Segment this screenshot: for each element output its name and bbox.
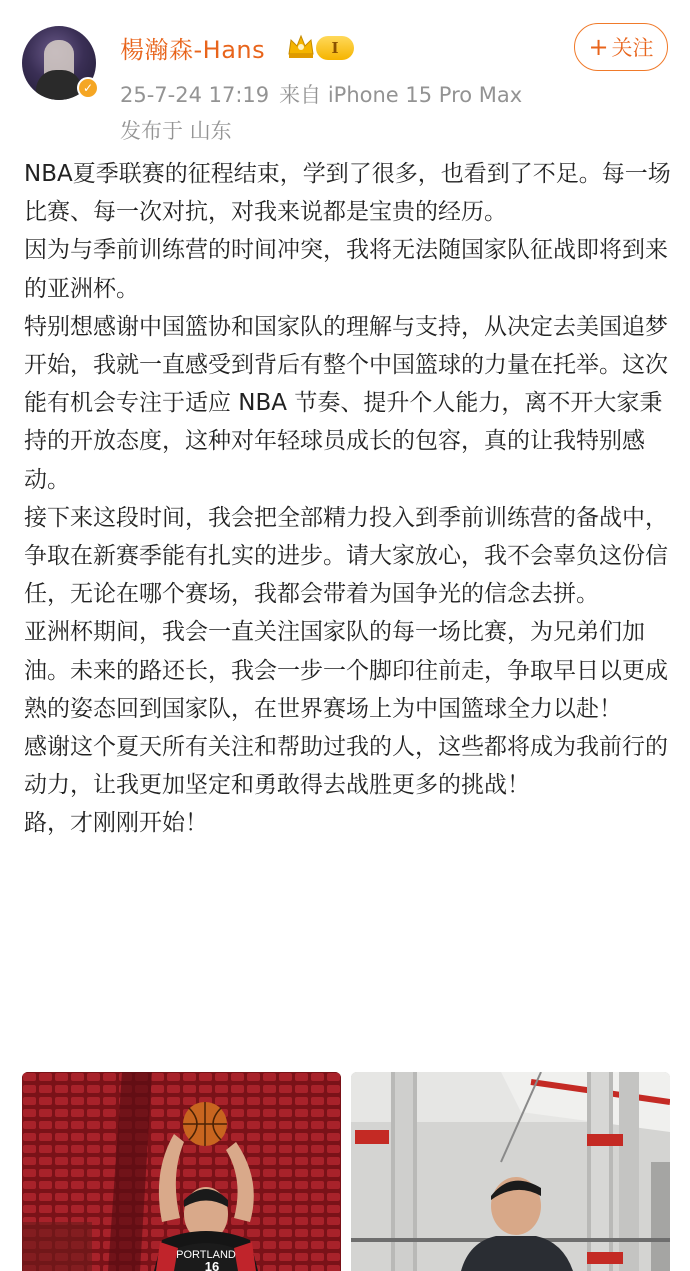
level-badge[interactable]: I — [316, 36, 354, 60]
post-text — [24, 155, 672, 843]
photo-summer-league[interactable] — [22, 1072, 341, 1271]
post-paragraph: 特别想感谢中国篮协和国家队的理解与支持，从决定去美国追梦开始，我就一直感受到背后有整个中国篮球的力量在托举。这次能有机会专注于适应 NBA 节奏、提升个人能力，离不开大家秉持的开放态度，这种对年轻球员成长的包容，真的让我特别感动。 — [24, 313, 668, 493]
photo-training[interactable] — [351, 1072, 670, 1271]
jersey-team: PORTLAND — [176, 1249, 236, 1261]
post-paragraph: 接下来这段时间，我会把全部精力投入到季前训练营的备战中，争取在新赛季能有扎实的进步。请大家放心，我不会辜负这份信任，无论在哪个赛场，我都会带着为国争光的信念去拼。 — [24, 504, 668, 608]
post-header — [0, 0, 690, 150]
plus-icon: + — [588, 33, 609, 61]
vip-crown-icon — [286, 32, 316, 60]
verified-badge-icon: ✓ — [77, 77, 99, 99]
jersey-number: 16 — [204, 1259, 220, 1271]
post-paragraph: NBA夏季联赛的征程结束，学到了很多，也看到了不足。每一场比赛、每一次对抗，对我来说都是宝贵的经历。 — [24, 161, 671, 226]
post-source: 来自 iPhone 15 Pro Max — [279, 83, 523, 107]
follow-button[interactable] — [574, 23, 668, 71]
post-paragraph: 因为与季前训练营的时间冲突，我将无法随国家队征战即将到来的亚洲杯。 — [24, 237, 668, 302]
post-meta — [120, 79, 532, 109]
post-paragraph: 感谢这个夏天所有关注和帮助过我的人，这些都将成为我前行的动力，让我更加坚定和勇敢得去战胜更多的挑战！ — [24, 734, 668, 799]
post-paragraph: 路，才刚刚开始！ — [24, 810, 208, 837]
author-name[interactable]: 楊瀚森-Hans — [120, 36, 266, 64]
gym-training-image — [351, 1072, 670, 1271]
photo-grid — [22, 1072, 670, 1271]
post-timestamp: 25-7-24 17:19 — [120, 83, 270, 107]
post-location: 发布于 山东 — [120, 119, 232, 143]
avatar-figure-body — [36, 70, 82, 100]
basketball-game-image — [22, 1072, 341, 1271]
post-paragraph: 亚洲杯期间，我会一直关注国家队的每一场比赛，为兄弟们加油。未来的路还长，我会一步一个脚印往前走，争取早日以更成熟的姿态回到国家队，在世界赛场上为中国篮球全力以赴！ — [24, 619, 668, 722]
follow-label: 关注 — [611, 36, 654, 60]
